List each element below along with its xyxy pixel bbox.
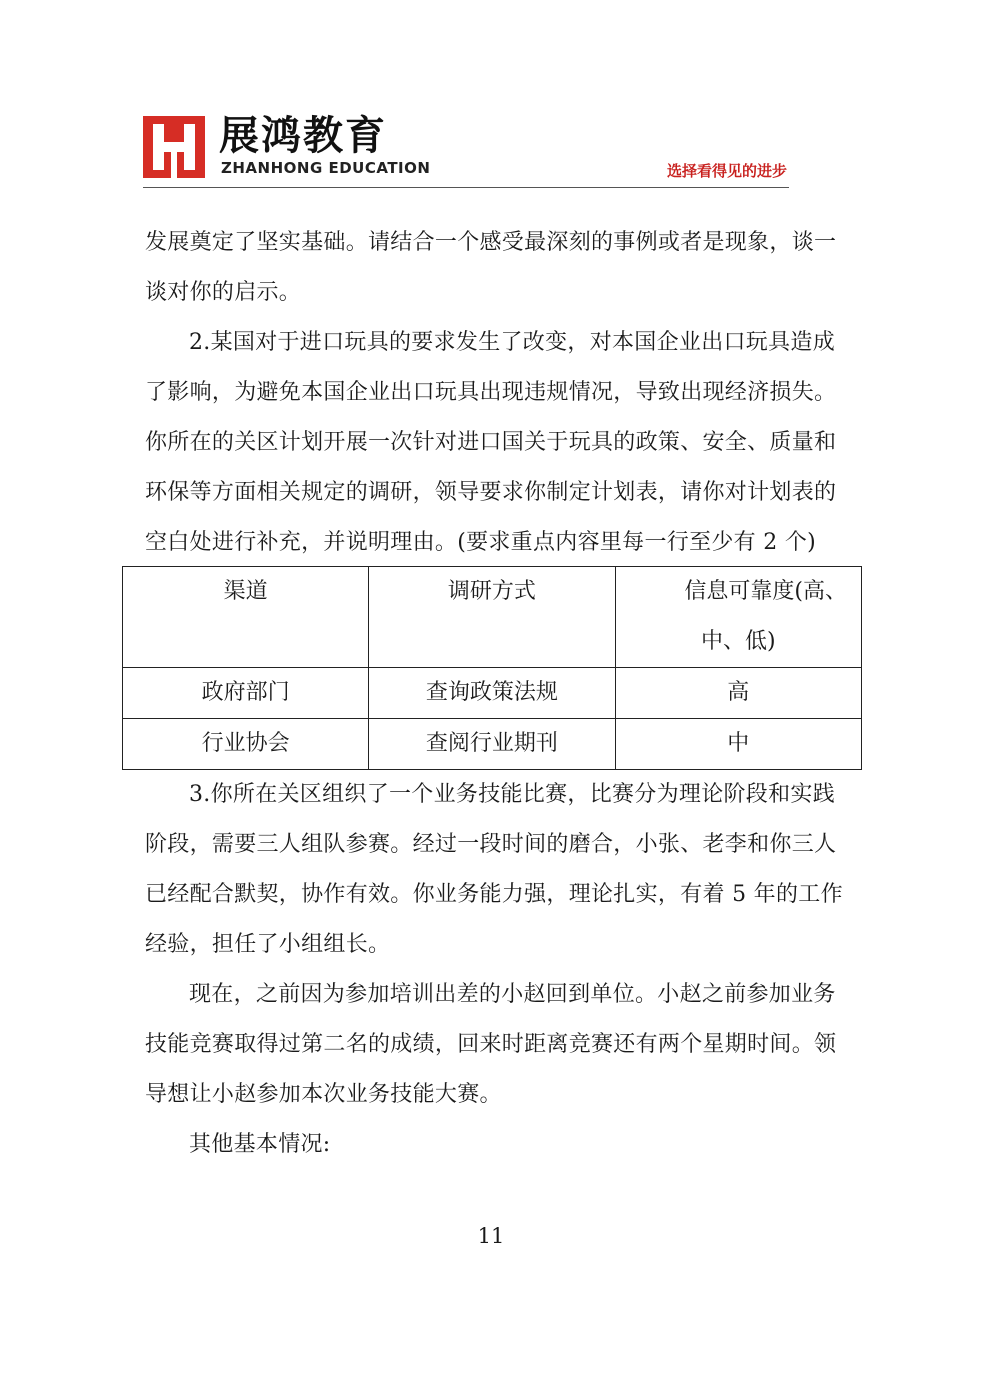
body-text-top	[145, 218, 845, 568]
table-header-cell: 调研方式	[369, 567, 615, 668]
paragraph-line: 已经配合默契，协作有效。你业务能力强，理论扎实，有着 5 年的工作	[145, 882, 843, 907]
brand-name-en: ZHANHONG EDUCATION	[221, 159, 431, 177]
paragraph-line: 其他基本情况:	[189, 1132, 331, 1157]
table-cell: 中	[615, 719, 861, 770]
paragraph-line: 环保等方面相关规定的调研，领导要求你制定计划表，请你对计划表的	[145, 480, 837, 505]
table-cell: 查阅行业期刊	[369, 719, 615, 770]
research-plan-table	[122, 566, 862, 770]
table-header-row	[123, 567, 862, 668]
page-header	[143, 112, 789, 190]
page-number: 11	[477, 1224, 505, 1248]
zhanhong-logo-icon	[143, 116, 205, 178]
paragraph-line: 你所在的关区计划开展一次针对进口国关于玩具的政策、安全、质量和	[145, 430, 837, 455]
table-cell: 高	[615, 668, 861, 719]
paragraph-line: 了影响，为避免本国企业出口玩具出现违规情况，导致出现经济损失。	[145, 380, 837, 405]
table-row	[123, 668, 862, 719]
paragraph-line: 现在，之前因为参加培训出差的小赵回到单位。小赵之前参加业务	[189, 982, 836, 1007]
paragraph-line: 导想让小赵参加本次业务技能大赛。	[145, 1082, 502, 1107]
table-row	[123, 719, 862, 770]
paragraph-line: 发展奠定了坚实基础。请结合一个感受最深刻的事例或者是现象，谈一	[145, 230, 837, 255]
table-header-cell: 信息可靠度(高、 中、低)	[615, 567, 861, 668]
table-header-cell: 渠道	[123, 567, 369, 668]
paragraph-line: 经验，担任了小组组长。	[145, 932, 391, 957]
paragraph-line: 3.你所在关区组织了一个业务技能比赛，比赛分为理论阶段和实践	[189, 782, 835, 807]
table-cell: 政府部门	[123, 668, 369, 719]
body-text-bottom	[145, 770, 845, 1170]
paragraph-line: 谈对你的启示。	[145, 280, 302, 305]
slogan: 选择看得见的进步	[666, 162, 787, 180]
paragraph-line: 阶段，需要三人组队参赛。经过一段时间的磨合，小张、老李和你三人	[145, 832, 837, 857]
header-divider	[143, 187, 789, 188]
brand-name-cn: 展鸿教育	[219, 113, 387, 159]
table-cell: 查询政策法规	[369, 668, 615, 719]
paragraph-line: 空白处进行补充，并说明理由。(要求重点内容里每一行至少有 2 个)	[145, 530, 817, 555]
paragraph-line: 2.某国对于进口玩具的要求发生了改变，对本国企业出口玩具造成	[189, 330, 835, 355]
paragraph-line: 技能竞赛取得过第二名的成绩，回来时距离竞赛还有两个星期时间。领	[145, 1032, 837, 1057]
table-cell: 行业协会	[123, 719, 369, 770]
